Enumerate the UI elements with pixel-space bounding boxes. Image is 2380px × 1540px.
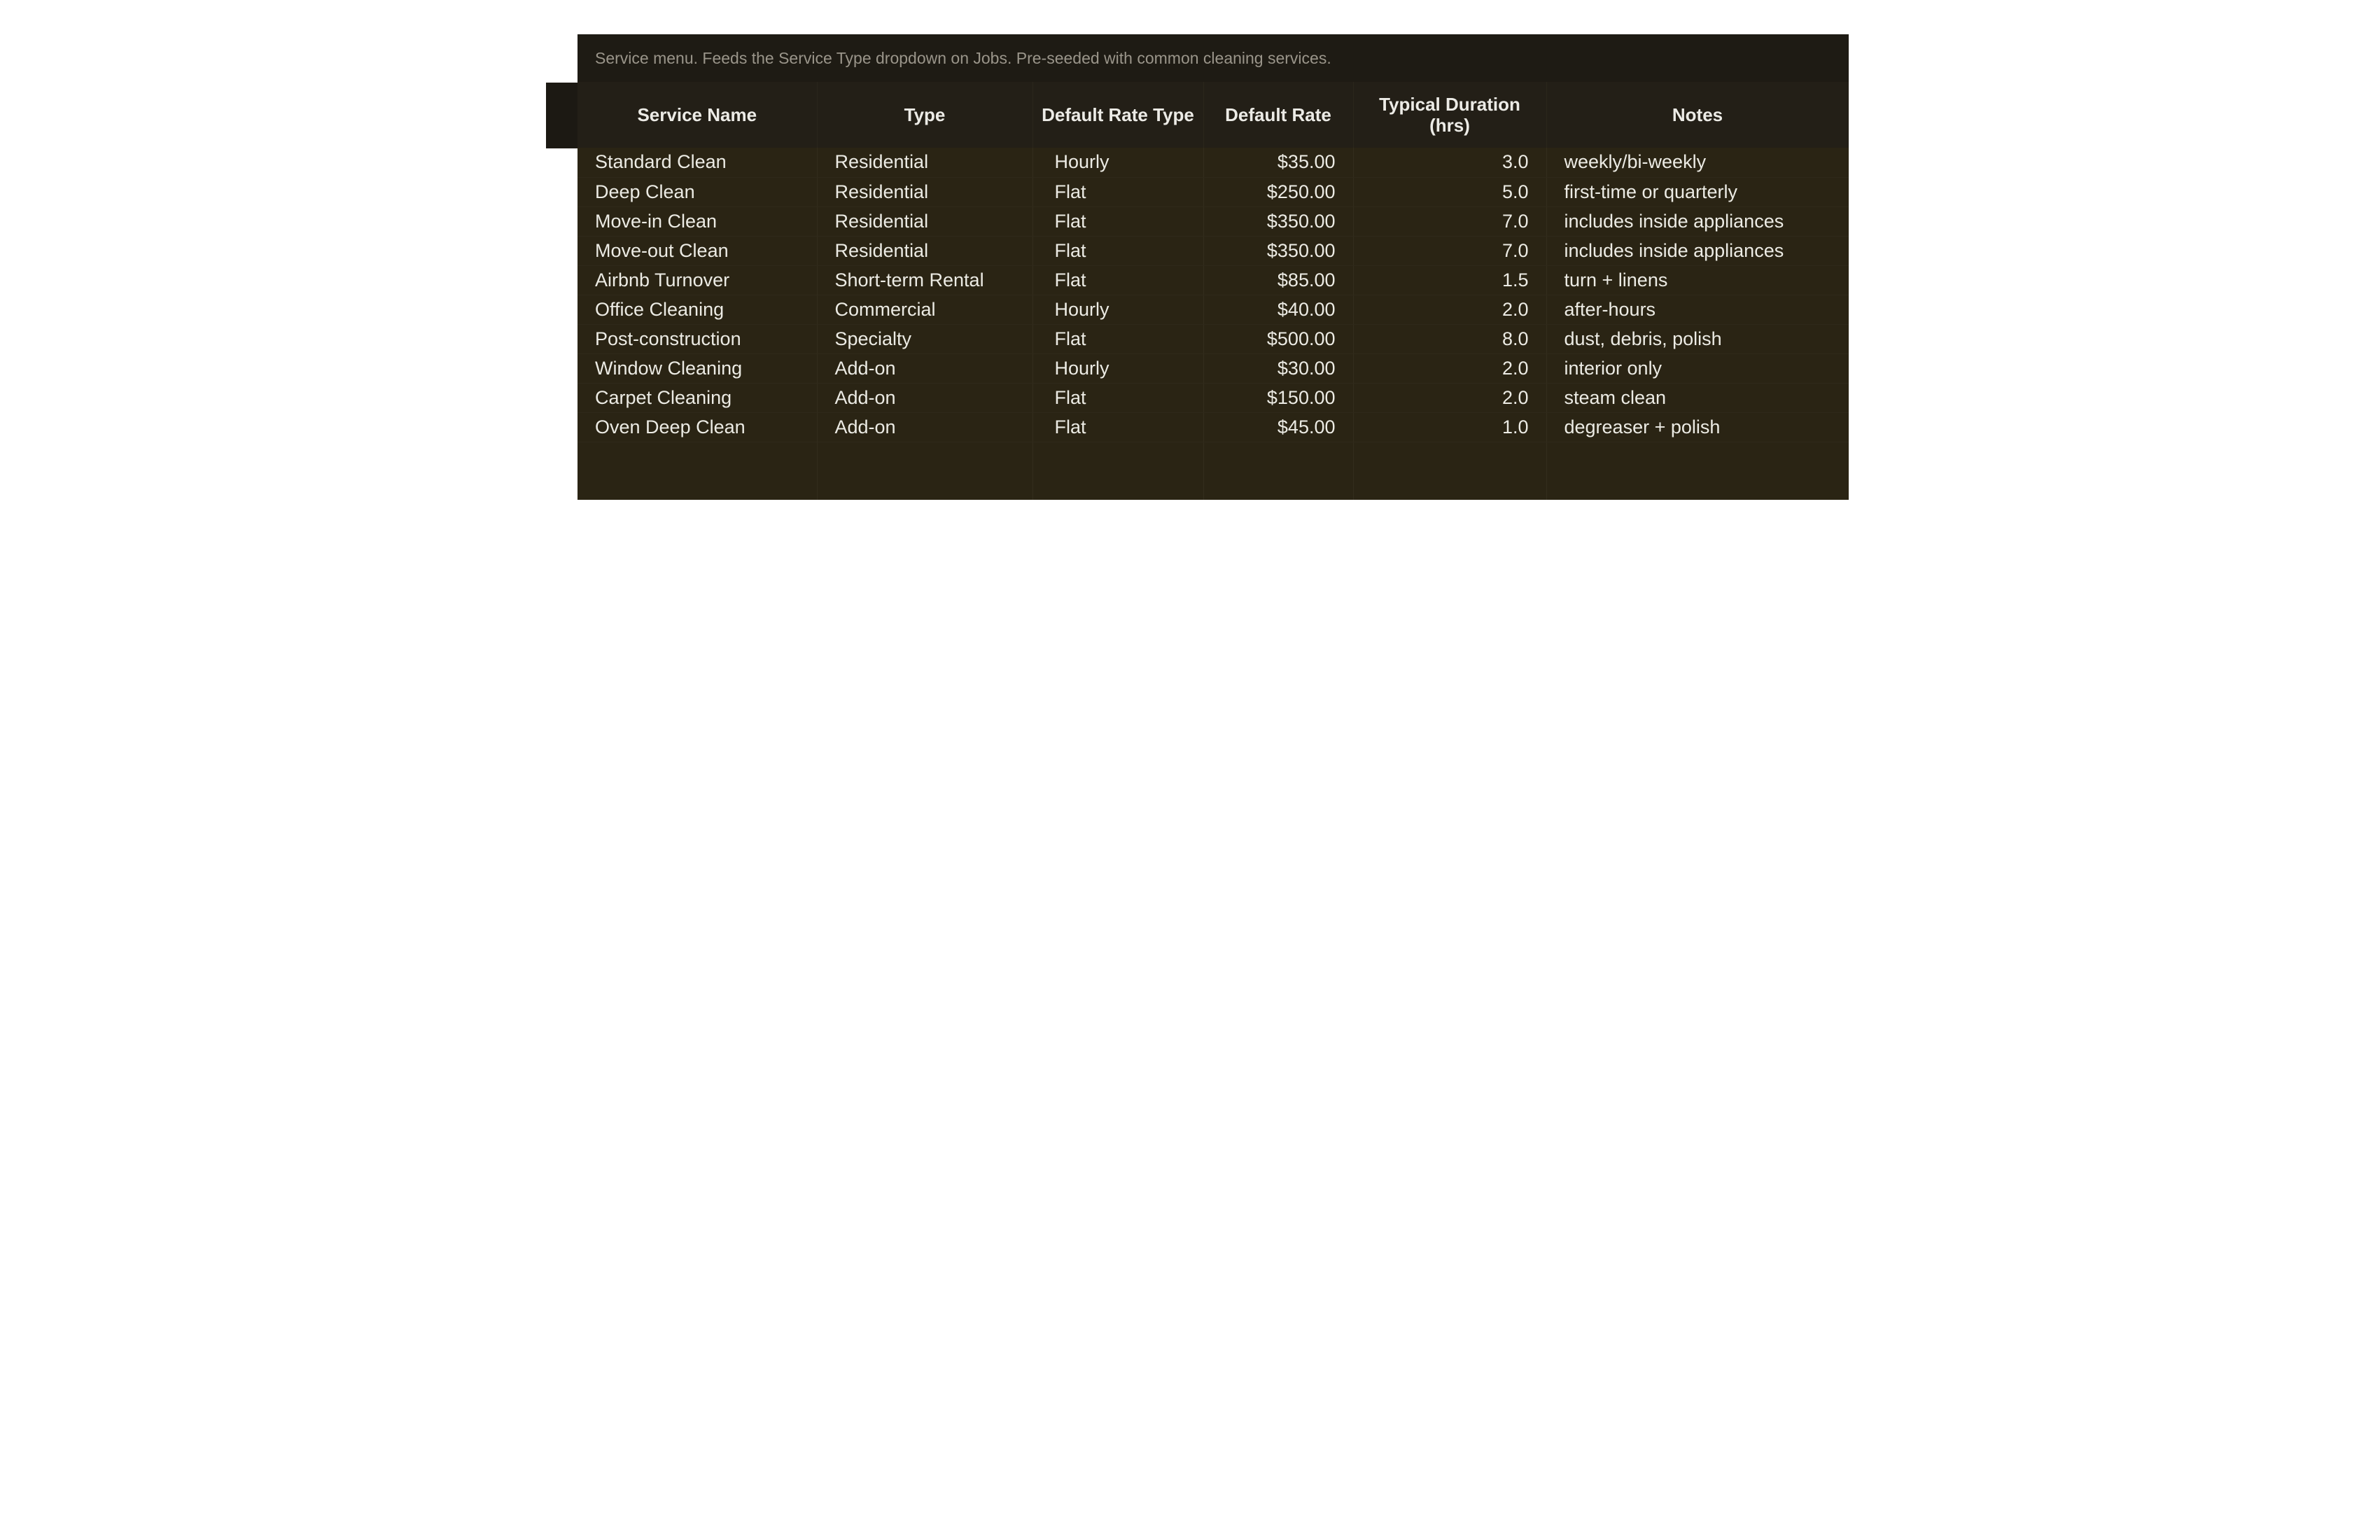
cell-service-name[interactable]: Oven Deep Clean [578,412,817,442]
cell-rate-type[interactable]: Flat [1032,206,1203,236]
cell-type[interactable]: Residential [817,206,1032,236]
cell-default-rate[interactable]: $40.00 [1203,295,1353,324]
cell-notes[interactable]: degreaser + polish [1546,412,1849,442]
cell-notes[interactable]: dust, debris, polish [1546,324,1849,354]
cell-default-rate[interactable]: $30.00 [1203,354,1353,383]
table-row [578,236,1849,265]
header-row [578,82,1849,148]
cell-duration[interactable]: 2.0 [1353,383,1546,412]
cell-duration[interactable]: 1.0 [1353,412,1546,442]
cell-service-name[interactable]: Standard Clean [578,148,817,177]
cell-notes[interactable]: turn + linens [1546,265,1849,295]
column-header-type[interactable]: Type [817,82,1032,148]
cell-duration[interactable]: 2.0 [1353,354,1546,383]
cell-notes[interactable]: includes inside appliances [1546,236,1849,265]
sheet-description: Service menu. Feeds the Service Type dropdown on Jobs. Pre-seeded with common cleaning services. [578,34,1849,82]
cell-notes[interactable]: weekly/bi-weekly [1546,148,1849,177]
cell-notes[interactable]: steam clean [1546,383,1849,412]
table-row [578,206,1849,236]
cell-notes[interactable]: includes inside appliances [1546,206,1849,236]
cell-default-rate[interactable]: $350.00 [1203,206,1353,236]
column-header-notes[interactable]: Notes [1546,82,1849,148]
cell-type[interactable]: Short-term Rental [817,265,1032,295]
table-row [578,412,1849,442]
table-row [578,177,1849,206]
cell-default-rate[interactable]: $500.00 [1203,324,1353,354]
cell-type[interactable]: Add-on [817,354,1032,383]
cell-default-rate[interactable]: $250.00 [1203,177,1353,206]
cell-duration[interactable]: 7.0 [1353,206,1546,236]
cell-service-name[interactable]: Window Cleaning [578,354,817,383]
cell-type[interactable]: Commercial [817,295,1032,324]
cell-rate-type[interactable]: Flat [1032,177,1203,206]
table-row [578,148,1849,177]
empty-cell[interactable] [1203,442,1353,500]
services-table [578,82,1849,500]
cell-default-rate[interactable]: $350.00 [1203,236,1353,265]
cell-notes[interactable]: after-hours [1546,295,1849,324]
cell-default-rate[interactable]: $35.00 [1203,148,1353,177]
cell-rate-type[interactable]: Flat [1032,236,1203,265]
empty-row [578,442,1849,500]
cell-rate-type[interactable]: Flat [1032,265,1203,295]
cell-type[interactable]: Specialty [817,324,1032,354]
cell-type[interactable]: Add-on [817,383,1032,412]
empty-cell[interactable] [578,442,817,500]
cell-service-name[interactable]: Carpet Cleaning [578,383,817,412]
row-header-tab [546,83,580,148]
cell-service-name[interactable]: Airbnb Turnover [578,265,817,295]
cell-duration[interactable]: 5.0 [1353,177,1546,206]
cell-default-rate[interactable]: $150.00 [1203,383,1353,412]
column-header-default-rate-type[interactable]: Default Rate Type [1032,82,1203,148]
cell-service-name[interactable]: Office Cleaning [578,295,817,324]
cell-notes[interactable]: first-time or quarterly [1546,177,1849,206]
cell-duration[interactable]: 1.5 [1353,265,1546,295]
cell-rate-type[interactable]: Flat [1032,383,1203,412]
empty-cell[interactable] [1032,442,1203,500]
empty-cell[interactable] [817,442,1032,500]
column-header-default-rate[interactable]: Default Rate [1203,82,1353,148]
cell-default-rate[interactable]: $45.00 [1203,412,1353,442]
empty-cell[interactable] [1353,442,1546,500]
column-header-typical-duration[interactable]: Typical Duration (hrs) [1353,82,1546,148]
table-row [578,354,1849,383]
column-header-service-name[interactable]: Service Name [578,82,817,148]
cell-duration[interactable]: 3.0 [1353,148,1546,177]
cell-rate-type[interactable]: Flat [1032,412,1203,442]
table-row [578,265,1849,295]
cell-rate-type[interactable]: Flat [1032,324,1203,354]
cell-default-rate[interactable]: $85.00 [1203,265,1353,295]
cell-duration[interactable]: 2.0 [1353,295,1546,324]
cell-type[interactable]: Residential [817,148,1032,177]
cell-type[interactable]: Add-on [817,412,1032,442]
cell-service-name[interactable]: Deep Clean [578,177,817,206]
empty-cell[interactable] [1546,442,1849,500]
cell-rate-type[interactable]: Hourly [1032,354,1203,383]
services-sheet [578,34,1849,500]
cell-duration[interactable]: 7.0 [1353,236,1546,265]
cell-rate-type[interactable]: Hourly [1032,148,1203,177]
cell-service-name[interactable]: Post-construction [578,324,817,354]
table-row [578,295,1849,324]
table-row [578,383,1849,412]
table-row [578,324,1849,354]
cell-service-name[interactable]: Move-out Clean [578,236,817,265]
cell-rate-type[interactable]: Hourly [1032,295,1203,324]
cell-type[interactable]: Residential [817,177,1032,206]
cell-notes[interactable]: interior only [1546,354,1849,383]
cell-duration[interactable]: 8.0 [1353,324,1546,354]
cell-type[interactable]: Residential [817,236,1032,265]
cell-service-name[interactable]: Move-in Clean [578,206,817,236]
